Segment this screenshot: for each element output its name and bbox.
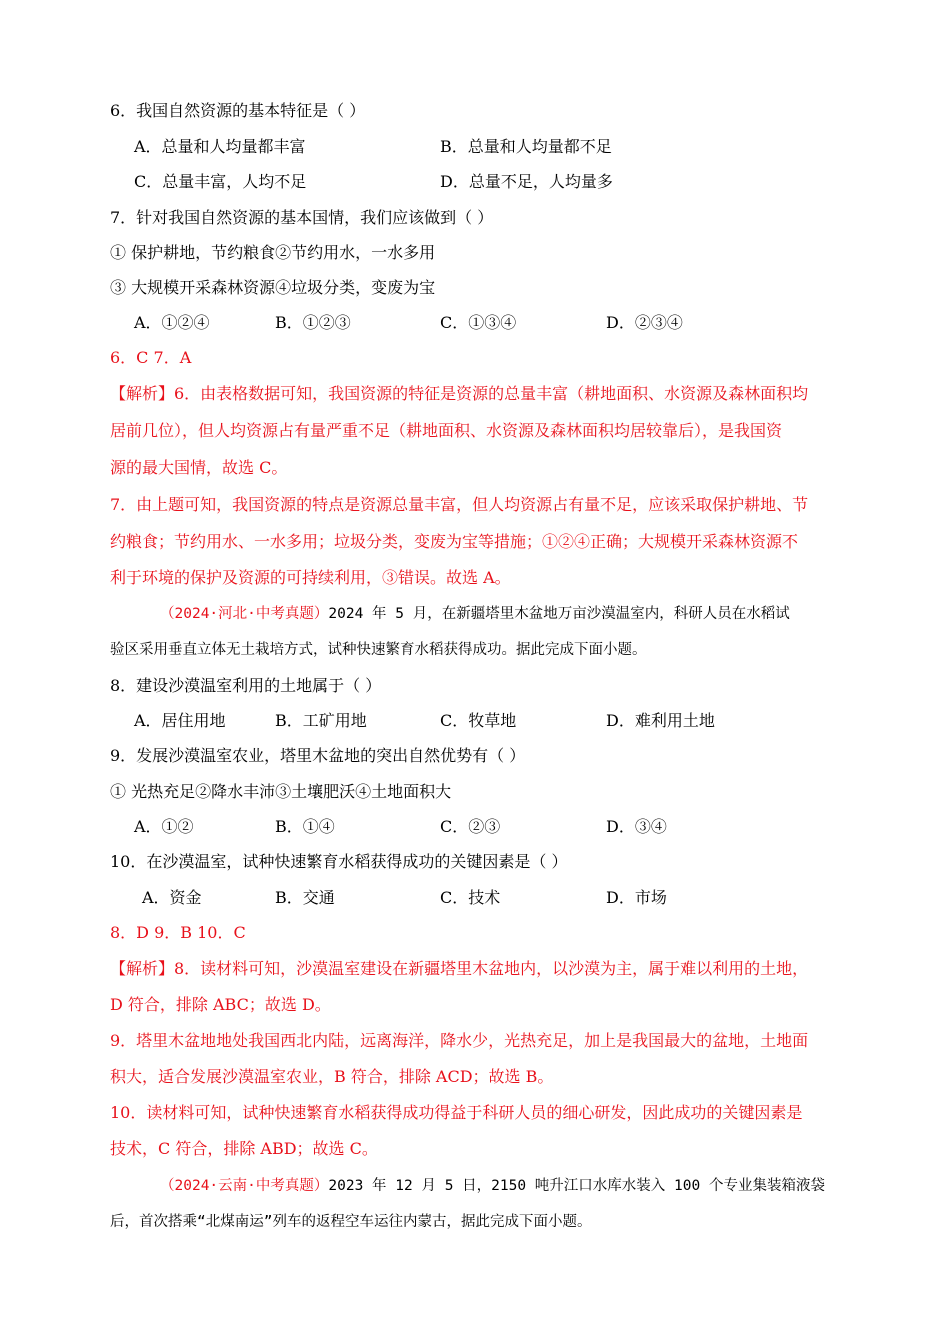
answer-6-7: 6．C 7．A bbox=[110, 348, 192, 367]
q10-option-a: A．资金 bbox=[142, 888, 202, 907]
q9-option-b: B．①④ bbox=[275, 817, 335, 836]
q8-option-a: A．居住用地 bbox=[134, 711, 226, 730]
q6-option-a: A．总量和人均量都丰富 bbox=[134, 137, 306, 156]
q10-option-c: C．技术 bbox=[440, 888, 501, 907]
intro-hebei-source: （2024·河北·中考真题） bbox=[160, 606, 329, 622]
q7-option-b: B．①②③ bbox=[275, 313, 351, 332]
q7-statement-line-1: ① 保护耕地，节约粮食②节约用水，一水多用 bbox=[110, 243, 436, 262]
analysis-10-line-2: 技术，C 符合，排除 ABD；故选 C。 bbox=[110, 1139, 378, 1158]
intro-yunnan-line-2: 后，首次搭乘“北煤南运”列车的返程空车运往内蒙古，据此完成下面小题。 bbox=[110, 1214, 592, 1230]
analysis-7-line-3: 利于环境的保护及资源的可持续利用，③错误。故选 A。 bbox=[110, 568, 511, 587]
q7-option-a: A．①②④ bbox=[134, 313, 210, 332]
analysis-7-line-1: 7．由上题可知，我国资源的特点是资源总量丰富，但人均资源占有量不足，应该采取保护耕地、节 bbox=[110, 495, 809, 514]
question-6-stem: 6．我国自然资源的基本特征是（ ） bbox=[110, 101, 366, 120]
q8-option-d: D．难利用土地 bbox=[606, 711, 715, 730]
q9-option-d: D．③④ bbox=[606, 817, 667, 836]
analysis-8-line-2: D 符合，排除 ABC；故选 D。 bbox=[110, 995, 331, 1014]
q8-option-c: C．牧草地 bbox=[440, 711, 517, 730]
q6-option-b: B．总量和人均量都不足 bbox=[440, 137, 612, 156]
analysis-6-line-1: 【解析】6．由表格数据可知，我国资源的特征是资源的总量丰富（耕地面积、水资源及森林面积均 bbox=[110, 384, 809, 403]
intro-yunnan-line-1 bbox=[160, 1175, 825, 1197]
q10-option-b: B．交通 bbox=[275, 888, 335, 907]
q6-option-d: D．总量不足，人均量多 bbox=[440, 172, 613, 191]
intro-hebei-line-2: 验区采用垂直立体无土栽培方式，试种快速繁育水稻获得成功。据此完成下面小题。 bbox=[110, 642, 647, 658]
analysis-7-line-2: 约粮食；节约用水、一水多用；垃圾分类，变废为宝等措施；①②④正确；大规模开采森林资源不 bbox=[110, 532, 799, 551]
intro-hebei-text: 2024 年 5 月，在新疆塔里木盆地万亩沙漠温室内，科研人员在水稻试 bbox=[328, 606, 790, 622]
question-7-stem: 7．针对我国自然资源的基本国情，我们应该做到（ ） bbox=[110, 208, 494, 227]
q10-option-d: D．市场 bbox=[606, 888, 667, 907]
q7-option-d: D．②③④ bbox=[606, 313, 683, 332]
intro-yunnan-text: 2023 年 12 月 5 日，2150 吨升江口水库水装入 100 个专业集装箱液袋 bbox=[328, 1178, 825, 1194]
q8-option-b: B．工矿用地 bbox=[275, 711, 367, 730]
q7-option-c: C．①③④ bbox=[440, 313, 517, 332]
q9-option-a: A．①② bbox=[134, 817, 194, 836]
analysis-6-line-3: 源的最大国情，故选 C。 bbox=[110, 458, 288, 477]
question-9-stem: 9．发展沙漠温室农业，塔里木盆地的突出自然优势有（ ） bbox=[110, 746, 526, 765]
q6-option-c: C．总量丰富，人均不足 bbox=[134, 172, 307, 191]
intro-yunnan-source: （2024·云南·中考真题） bbox=[160, 1178, 329, 1194]
q9-option-c: C．②③ bbox=[440, 817, 501, 836]
question-8-stem: 8．建设沙漠温室利用的土地属于（ ） bbox=[110, 676, 382, 695]
analysis-8-line-1: 【解析】8．读材料可知，沙漠温室建设在新疆塔里木盆地内，以沙漠为主，属于难以利用的土地， bbox=[110, 959, 809, 978]
analysis-9-line-2: 积大，适合发展沙漠温室农业，B 符合，排除 ACD；故选 B。 bbox=[110, 1067, 554, 1086]
answer-8-10: 8．D 9．B 10．C bbox=[110, 923, 246, 942]
analysis-10-line-1: 10．读材料可知，试种快速繁育水稻获得成功得益于科研人员的细心研发，因此成功的关键因素是 bbox=[110, 1103, 803, 1122]
q7-statement-line-2: ③ 大规模开采森林资源④垃圾分类，变废为宝 bbox=[110, 278, 436, 297]
analysis-9-line-1: 9．塔里木盆地地处我国西北内陆，远离海洋，降水少，光热充足，加上是我国最大的盆地，土地面 bbox=[110, 1031, 809, 1050]
q9-statement-line: ① 光热充足②降水丰沛③土壤肥沃④土地面积大 bbox=[110, 782, 452, 801]
intro-hebei-line-1 bbox=[160, 603, 790, 625]
question-10-stem: 10．在沙漠温室，试种快速繁育水稻获得成功的关键因素是（ ） bbox=[110, 852, 568, 871]
analysis-6-line-2: 居前几位），但人均资源占有量严重不足（耕地面积、水资源及森林面积均居较靠后），是我国资 bbox=[110, 421, 783, 440]
